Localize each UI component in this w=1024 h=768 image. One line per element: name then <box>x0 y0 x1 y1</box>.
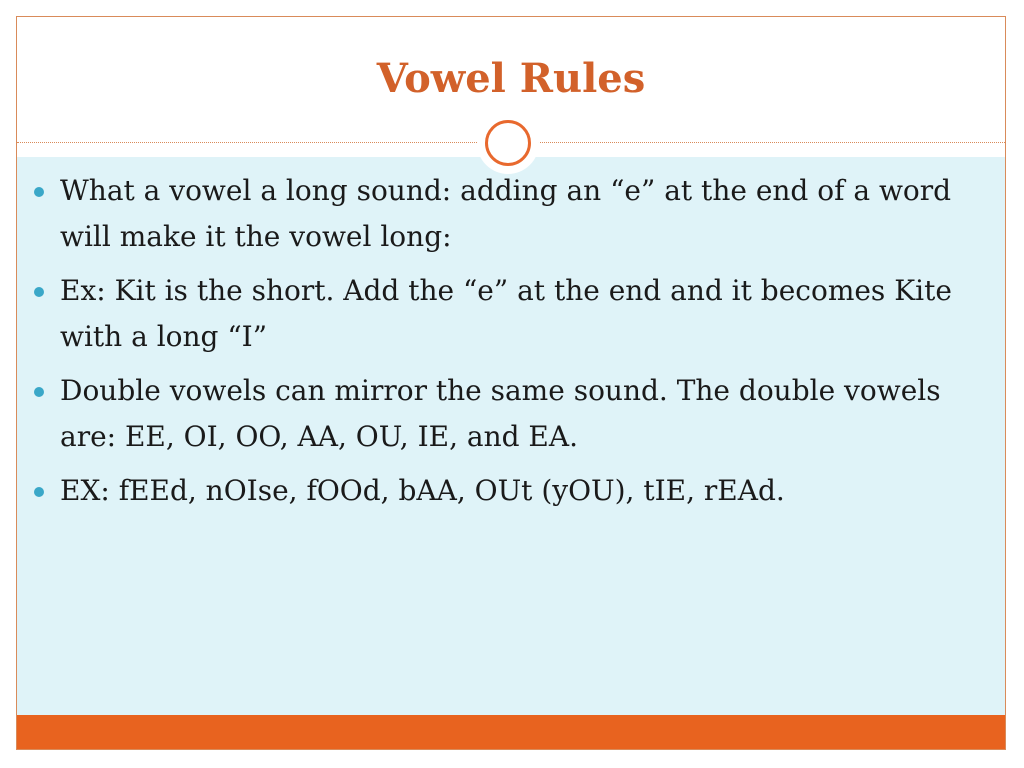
bullet-dot-icon <box>34 487 44 497</box>
bullet-text: Ex: Kit is the short. Add the “e” at the end and it becomes Kite with a long “I” <box>60 274 952 353</box>
bullet-text: Double vowels can mirror the same sound. The double vowels are: EE, OI, OO, AA, OU, IE, and EA. <box>60 374 941 453</box>
circle-ring-icon <box>477 112 539 174</box>
slide-title: Vowel Rules <box>376 55 646 102</box>
bullet-item <box>34 168 964 260</box>
bullet-text: What a vowel a long sound: adding an “e” at the end of a word will make it the vowel long: <box>60 174 952 253</box>
bullet-dot-icon <box>34 387 44 397</box>
ornament-ring <box>485 120 531 166</box>
bullet-dot-icon <box>34 187 44 197</box>
bullet-text: EX: fEEd, nOIse, fOOd, bAA, OUt (yOU), tIE, rEAd. <box>60 474 785 507</box>
bullet-dot-icon <box>34 287 44 297</box>
bullet-item <box>34 468 964 514</box>
bullet-item <box>34 268 964 360</box>
bullet-item <box>34 368 964 460</box>
bullet-list <box>34 168 964 522</box>
footer-bar <box>17 715 1005 749</box>
